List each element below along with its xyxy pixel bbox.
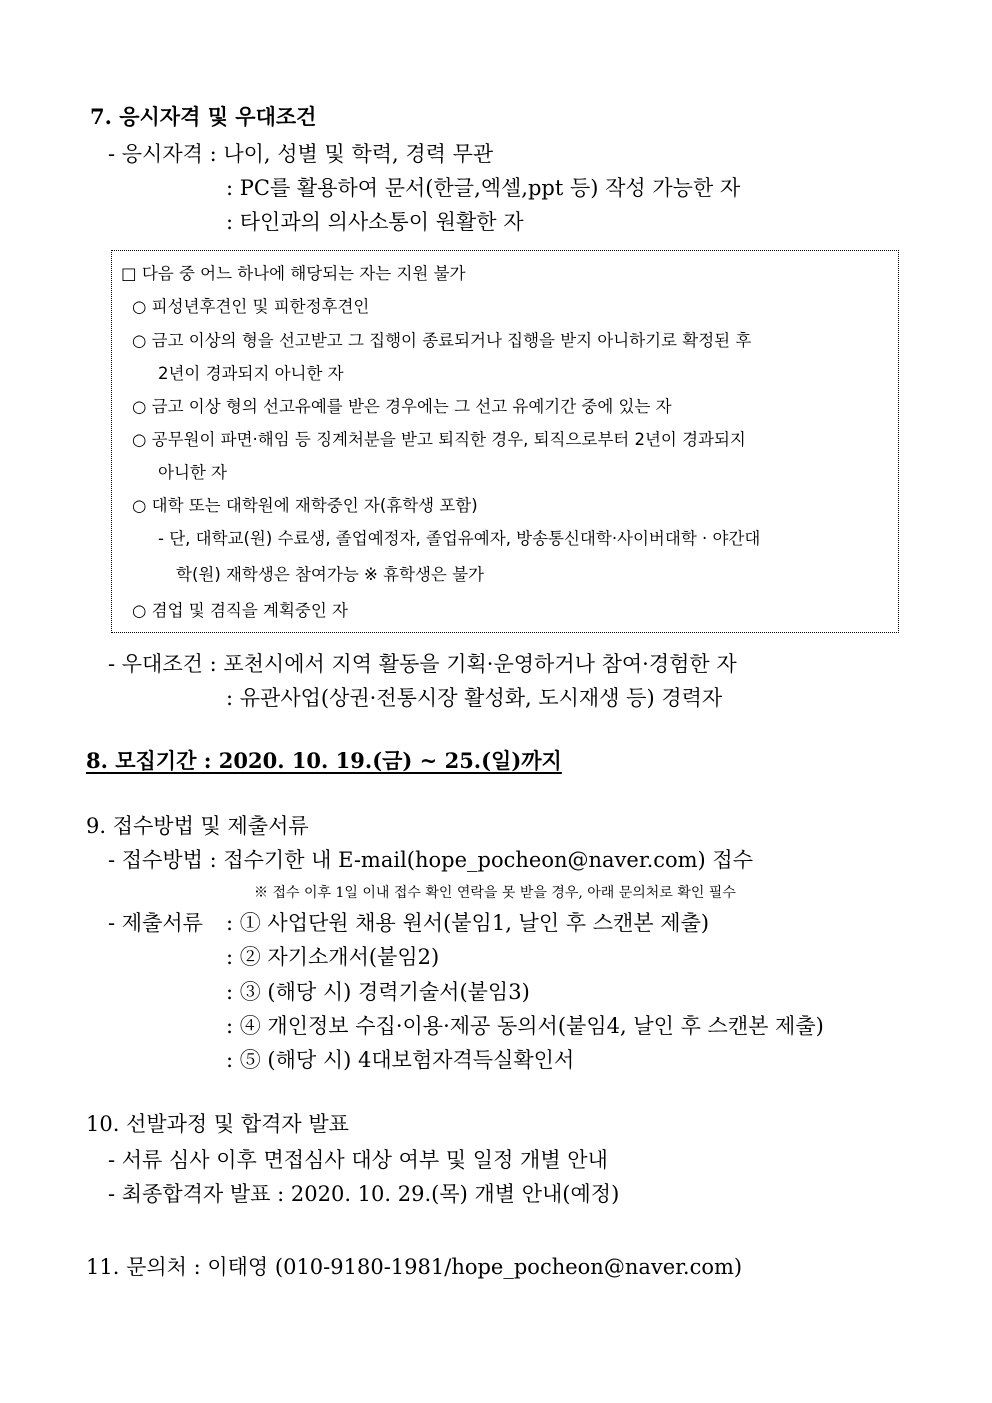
- ineligibility-item-2-text: ○ 금고 이상의 형을 선고받고 그 집행이 종료되거나 집행을 받지 아니하기로 확정된 후: [132, 331, 752, 350]
- section-10-title: 10. 선발과정 및 합격자 발표: [86, 1112, 349, 1136]
- section-9-title: 9. 접수방법 및 제출서류: [86, 814, 309, 838]
- ineligibility-heading: □ 다음 중 어느 하나에 해당되는 자는 지원 불가: [121, 264, 466, 283]
- ineligibility-item-2: [132, 330, 890, 352]
- qualification-line-1: [108, 141, 493, 167]
- preference-item-1: 포천시에서 지역 활동을 기획·운영하거나 참여·경험한 자: [223, 652, 737, 676]
- ineligibility-item-4-cont: 아니한 자: [158, 463, 228, 482]
- qualification-item-3: : 타인과의 의사소통이 원활한 자: [226, 210, 524, 234]
- ineligibility-item-6: ○ 겸업 및 겸직을 계획중인 자: [132, 601, 348, 620]
- selection-item-2: - 최종합격자 발표 : 2020. 10. 29.(목) 개별 안내(예정): [108, 1182, 620, 1206]
- document-item-2: : ② 자기소개서(붙임2): [226, 945, 440, 969]
- ineligibility-item-1: ○ 피성년후견인 및 피한정후견인: [132, 297, 370, 316]
- ineligibility-item-2-cont: 2년이 경과되지 아니한 자: [158, 364, 344, 383]
- ineligibility-item-5: ○ 대학 또는 대학원에 재학중인 자(휴학생 포함): [132, 496, 478, 515]
- preference-item-2: : 유관사업(상권·전통시장 활성화, 도시재생 등) 경력자: [226, 686, 723, 710]
- ineligibility-item-5-sub: - 단, 대학교(원) 수료생, 졸업예정자, 졸업유예자, 방송통신대학·사이버대학 · 야간대: [158, 529, 761, 548]
- qualification-item-1: 나이, 성별 및 학력, 경력 무관: [223, 142, 494, 166]
- document-item-4: : ④ 개인정보 수집·이용·제공 동의서(붙임4, 날인 후 스캔본 제출): [226, 1014, 824, 1038]
- document-item-5: : ⑤ (해당 시) 4대보험자격득실확인서: [226, 1048, 575, 1072]
- section-11-contact: 11. 문의처 : 이태영 (010-9180-1981/hope_pocheon@naver.com): [86, 1255, 743, 1279]
- submission-note: ※ 접수 이후 1일 이내 접수 확인 연락을 못 받을 경우, 아래 문의처로 확인 필수: [254, 885, 736, 901]
- qualification-label: - 응시자격 :: [108, 142, 224, 166]
- section-8-title: 8. 모집기간 : 2020. 10. 19.(금) ~ 25.(일)까지: [86, 748, 562, 773]
- qualification-item-2: : PC를 활용하여 문서(한글,엑셀,ppt 등) 작성 가능한 자: [226, 176, 741, 200]
- selection-item-1: - 서류 심사 이후 면접심사 대상 여부 및 일정 개별 안내: [108, 1148, 608, 1172]
- preference-line-1: [108, 651, 737, 677]
- ineligibility-box: [111, 250, 899, 633]
- submission-method: - 접수방법 : 접수기한 내 E-mail(hope_pocheon@naver.com) 접수: [108, 848, 754, 872]
- ineligibility-item-5-sub-cont: 학(원) 재학생은 참여가능 ※ 휴학생은 불가: [176, 565, 484, 584]
- ineligibility-item-4: ○ 공무원이 파면·해임 등 징계처분을 받고 퇴직한 경우, 퇴직으로부터 2년이 경과되지: [132, 430, 746, 449]
- document-item-3: : ③ (해당 시) 경력기술서(붙임3): [226, 980, 530, 1004]
- preference-label: - 우대조건 :: [108, 652, 224, 676]
- ineligibility-item-3: ○ 금고 이상 형의 선고유예를 받은 경우에는 그 선고 유예기간 중에 있는 자: [132, 397, 672, 416]
- documents-label: - 제출서류: [108, 911, 203, 935]
- document-item-1: : ① 사업단원 채용 원서(붙임1, 날인 후 스캔본 제출): [226, 911, 710, 935]
- section-7-title: 7. 응시자격 및 우대조건: [90, 104, 317, 129]
